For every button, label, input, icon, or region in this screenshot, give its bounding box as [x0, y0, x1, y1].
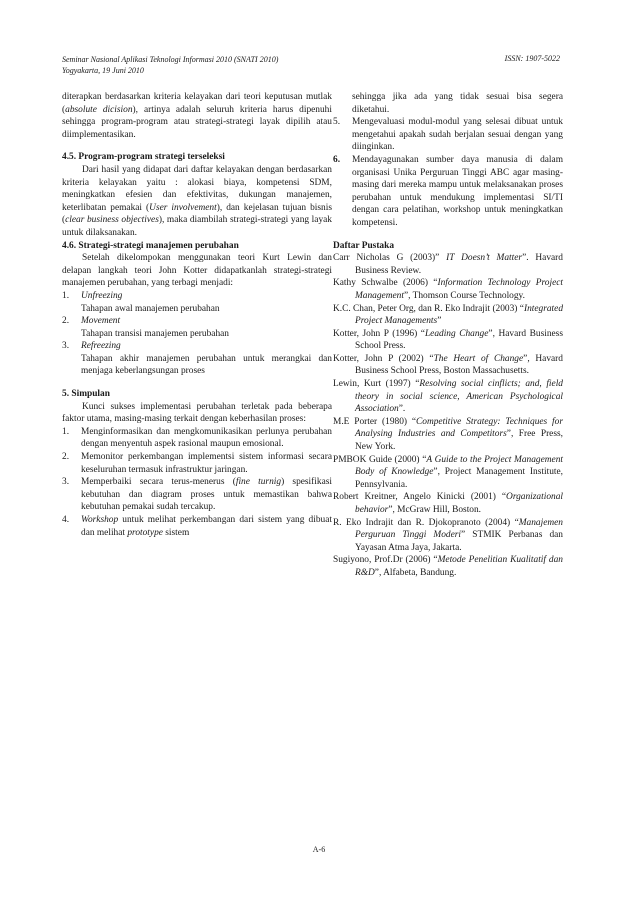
conclusion-list — [62, 426, 332, 539]
list-item: 4. Workshop untuk melihat perkembangan dari sistem yang dibuat dan melihat prototype sistem — [62, 515, 332, 538]
conference-location-date: Yogyakarta, 19 Juni 2010 — [62, 66, 144, 75]
reference-item: M.E Porter (1980) “Competitive Strategy: Techniques for Analysing Industries and Competitors”, Free Press, New York. — [333, 416, 563, 453]
reference-item: Kotter, John P (2002) “The Heart of Change”, Havard Business School Press, Boston Massachusetts. — [333, 353, 563, 377]
section-4-5-paragraph: Dari hasil yang didapat dari daftar kelayakan dengan berdasarkan kriteria kelayakan yaitu : alokasi biaya, kompetensi SDM, meningkatkan efesien dan efektivitas, dukungan manajemen, keterlibatan pemakai (User involvement), dan kejelasan tujuan bisnis (clear business objectives), maka diambilah strategi-strategi yang layak untuk dilaksanakan. — [62, 164, 332, 238]
list-item: 5. Mengevaluasi modul-modul yang selesai dibuat untuk mengetahui apakah sudah berjalan sesuai dengan yang diinginkan. — [333, 117, 563, 153]
reference-item: R. Eko Indrajit dan R. Djokopranoto (2004) “Manajemen Perguruan Tinggi Moderi” STMIK Perbanas dan Yayasan Atma Jaya, Jakarta. — [333, 517, 563, 553]
references-heading: Daftar Pustaka — [333, 240, 395, 251]
running-header-left — [62, 54, 278, 76]
reference-item: Kotter, John P (1996) “Leading Change”, Havard Business School Press. — [333, 328, 563, 352]
section-5-heading: 5. Simpulan — [62, 389, 110, 400]
list-item: 1. Menginformasikan dan mengkomunikasikan perlunya perubahan dengan menyentuh aspek rasional maupun emosional. — [62, 426, 332, 450]
section-4-5-heading: 4.5. Program-program strategi terseleksi — [62, 152, 225, 163]
section-4-6-paragraph: Setelah dikelompokan menggunakan teori Kurt Lewin dan delapan langkah teori John Kotter didapatkanlah strategi-strategi manajemen perubahan, yang terbagi menjadi: — [62, 253, 332, 289]
reference-item: PMBOK Guide (2000) “A Guide to the Project Management Body of Knowledge”, Project Management Institute, Pennsylvania. — [333, 454, 563, 490]
reference-item: Sugiyono, Prof.Dr (2006) “Metode Penelitian Kualitatif dan R&D”, Alfabeta, Bandung. — [333, 555, 563, 578]
reference-list — [333, 252, 563, 579]
list-item: 2. Memonitor perkembangan implementsi sistem informasi secara keseluruhan termasuk infrastruktur jaringan. — [62, 452, 332, 475]
list-item: 1. Unfreezing Tahapan awal manajemen perubahan — [62, 290, 220, 314]
reference-item: Lewin, Kurt (1997) “Resolving social cinflicts; and, field theory in social science, American Psychological Association”. — [333, 379, 563, 415]
intro-paragraph: diterapkan berdasarkan kriteria kelayakan dari teori keputusan mutlak (absolute dicision), artinya adalah seluruh kriteria harus dipenuhi sehingga program-program atau strategi-strategi layak dipilih atau diimplementasikan. — [62, 92, 332, 140]
left-column — [62, 91, 332, 539]
kurt-lewin-stage-list — [62, 290, 332, 378]
list-item: 3. Refreezing Tahapan akhir manajemen perubahan untuk merangkai dan menjaga keberlangsungan proses — [62, 341, 332, 377]
reference-item: Kathy Schwalbe (2006) “Information Technology Project Management”, Thomson Course Technology. — [333, 278, 563, 301]
list-item: 6. Mendayagunakan sumber daya manusia di dalam organisasi Unika Perguruan Tinggi ABC agar masing-masing dari mereka mampu untuk melaksanakan proses perubahan untuk mendukung implementasi SI/TI dengan cara pelatihan, workshop untuk meningkatkan kompetensi. — [333, 154, 563, 228]
right-column — [333, 91, 563, 580]
reference-item: K.C. Chan, Peter Org, dan R. Eko Indrajit (2003) “Integrated Project Managements” — [333, 303, 564, 327]
reference-item: Robert Kreitner, Angelo Kinicki (2001) “Organizational behavior”, McGraw Hill, Boston. — [333, 492, 563, 515]
issn-label: ISSN: 1907-5022 — [504, 54, 560, 63]
reference-item: Carr Nicholas G (2003)” IT Doesn’t Matter”. Havard Business Review. — [333, 253, 563, 276]
section-4-6-heading: 4.6. Strategi-strategi manajemen perubahan — [62, 240, 239, 251]
list-item: 3. Memperbaiki secara terus-menerus (fine turnig) spesifikasi kebutuhan dan diagram proses untuk memastikan bahwa kebutuhan pemakai sudah tercakup. — [62, 477, 332, 513]
page-number: A-6 — [312, 845, 326, 854]
list-continuation: sehingga jika ada yang tidak sesuai bisa segera diketahui. — [352, 92, 563, 115]
conference-name: Seminar Nasional Aplikasi Teknologi Informasi 2010 (SNATI 2010) — [62, 55, 279, 64]
section-5-paragraph: Kunci sukses implementasi perubahan terletak pada beberapa faktor utama, masing-masing terkait dengan keberhasilan proses: — [62, 401, 332, 425]
list-item: 2. Movement Tahapan transisi manajemen perubahan — [62, 316, 229, 339]
